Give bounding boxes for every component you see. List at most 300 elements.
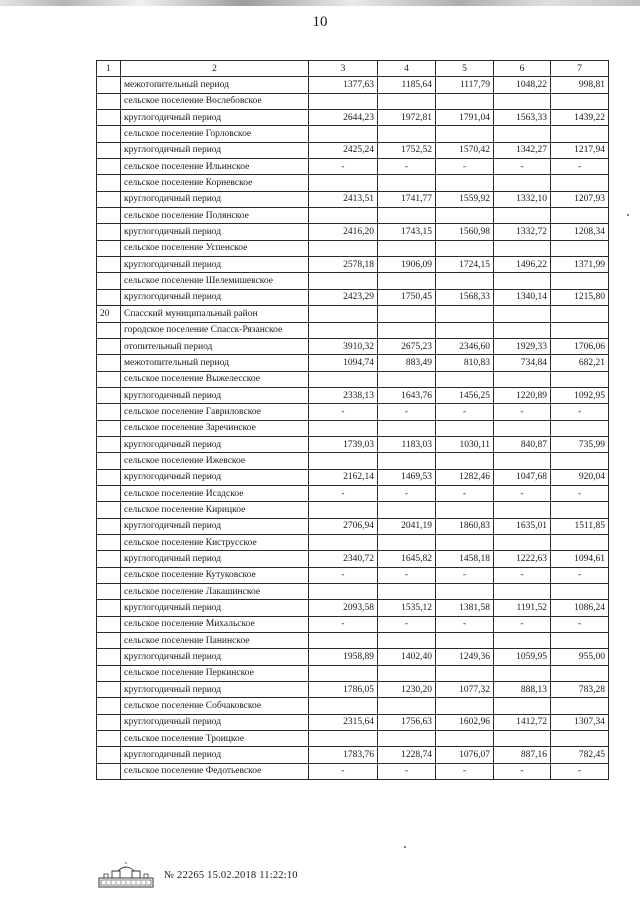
row-index xyxy=(97,682,121,698)
value-cell: - xyxy=(378,159,436,175)
row-label: сельское поселение Михальское xyxy=(121,616,309,632)
row-label: круглогодичный период xyxy=(121,600,309,616)
row-index xyxy=(97,502,121,518)
table-row xyxy=(97,731,609,747)
value-cell: 2413,51 xyxy=(309,191,378,207)
row-index xyxy=(97,273,121,289)
value-cell: 1643,76 xyxy=(378,387,436,403)
value-cell xyxy=(494,453,551,469)
value-cell xyxy=(436,273,494,289)
value-cell: 1215,80 xyxy=(551,289,609,305)
table-row xyxy=(97,633,609,649)
value-cell: 1092,95 xyxy=(551,387,609,403)
row-index xyxy=(97,208,121,224)
table-row xyxy=(97,649,609,665)
value-cell xyxy=(494,306,551,322)
value-cell: 1645,82 xyxy=(378,551,436,567)
row-index xyxy=(97,633,121,649)
value-cell: - xyxy=(494,159,551,175)
value-cell: 1208,34 xyxy=(551,224,609,240)
row-index xyxy=(97,616,121,632)
column-header: 1 xyxy=(97,61,121,77)
value-cell xyxy=(494,420,551,436)
table-row xyxy=(97,175,609,191)
value-cell: 1786,05 xyxy=(309,682,378,698)
value-cell: 1535,12 xyxy=(378,600,436,616)
value-cell: 1906,09 xyxy=(378,257,436,273)
row-index xyxy=(97,763,121,779)
value-cell: 1496,22 xyxy=(494,257,551,273)
value-cell xyxy=(378,534,436,550)
value-cell: - xyxy=(309,567,378,583)
row-index xyxy=(97,387,121,403)
value-cell: 1185,64 xyxy=(378,77,436,93)
row-label: сельское поселение Киструсское xyxy=(121,534,309,550)
table-row xyxy=(97,387,609,403)
table-row xyxy=(97,600,609,616)
value-cell xyxy=(309,240,378,256)
table-row xyxy=(97,714,609,730)
value-cell: 2315,64 xyxy=(309,714,378,730)
value-cell: 1307,34 xyxy=(551,714,609,730)
page-number: 10 xyxy=(312,14,328,30)
value-cell: 782,45 xyxy=(551,747,609,763)
row-label: сельское поселение Кирицкое xyxy=(121,502,309,518)
value-cell xyxy=(494,584,551,600)
value-cell xyxy=(551,502,609,518)
value-cell: - xyxy=(309,159,378,175)
value-cell: 1929,33 xyxy=(494,338,551,354)
value-cell: - xyxy=(494,567,551,583)
column-header: 6 xyxy=(494,61,551,77)
row-index xyxy=(97,567,121,583)
row-index xyxy=(97,93,121,109)
row-label: сельское поселение Собчаковское xyxy=(121,698,309,714)
value-cell: - xyxy=(551,404,609,420)
value-cell: 735,99 xyxy=(551,436,609,452)
value-cell: - xyxy=(309,485,378,501)
value-cell xyxy=(436,502,494,518)
value-cell: - xyxy=(378,616,436,632)
value-cell xyxy=(436,371,494,387)
value-cell xyxy=(551,371,609,387)
value-cell: - xyxy=(436,485,494,501)
value-cell xyxy=(309,306,378,322)
table-row xyxy=(97,355,609,371)
table-row xyxy=(97,485,609,501)
value-cell: 1741,77 xyxy=(378,191,436,207)
row-label: круглогодичный период xyxy=(121,649,309,665)
value-cell xyxy=(378,665,436,681)
value-cell xyxy=(378,731,436,747)
value-cell xyxy=(494,126,551,142)
table-row xyxy=(97,273,609,289)
row-label: круглогодичный период xyxy=(121,142,309,158)
value-cell xyxy=(551,322,609,338)
column-header: 7 xyxy=(551,61,609,77)
table-row xyxy=(97,518,609,534)
table-row xyxy=(97,453,609,469)
table-row xyxy=(97,208,609,224)
value-cell xyxy=(494,208,551,224)
value-cell: 1750,45 xyxy=(378,289,436,305)
scan-speck xyxy=(627,214,629,216)
value-cell: 734,84 xyxy=(494,355,551,371)
scan-edge-artifact xyxy=(0,0,640,6)
value-cell: 2644,23 xyxy=(309,110,378,126)
value-cell: - xyxy=(494,616,551,632)
value-cell xyxy=(551,126,609,142)
value-cell: 1183,03 xyxy=(378,436,436,452)
value-cell: 1412,72 xyxy=(494,714,551,730)
table-row xyxy=(97,436,609,452)
value-cell xyxy=(378,273,436,289)
value-cell xyxy=(551,93,609,109)
value-cell: - xyxy=(378,485,436,501)
value-cell: - xyxy=(436,404,494,420)
row-label: сельское поселение Выжелесское xyxy=(121,371,309,387)
table-row xyxy=(97,371,609,387)
value-cell xyxy=(309,273,378,289)
table-row xyxy=(97,240,609,256)
column-header: 2 xyxy=(121,61,309,77)
value-cell xyxy=(494,698,551,714)
value-cell: 1783,76 xyxy=(309,747,378,763)
table-row xyxy=(97,142,609,158)
value-cell xyxy=(436,420,494,436)
value-cell: 1230,20 xyxy=(378,682,436,698)
value-cell xyxy=(309,371,378,387)
table-row xyxy=(97,289,609,305)
value-cell: 1860,83 xyxy=(436,518,494,534)
value-cell xyxy=(309,534,378,550)
row-index xyxy=(97,698,121,714)
value-cell: - xyxy=(436,616,494,632)
value-cell: 1756,63 xyxy=(378,714,436,730)
row-index xyxy=(97,649,121,665)
table-row xyxy=(97,420,609,436)
row-index xyxy=(97,714,121,730)
value-cell: 1381,58 xyxy=(436,600,494,616)
value-cell: 1030,11 xyxy=(436,436,494,452)
value-cell: 1724,15 xyxy=(436,257,494,273)
row-index xyxy=(97,257,121,273)
value-cell: 1086,24 xyxy=(551,600,609,616)
value-cell xyxy=(551,534,609,550)
row-index xyxy=(97,338,121,354)
value-cell: - xyxy=(551,159,609,175)
row-label: круглогодичный период xyxy=(121,387,309,403)
value-cell: 1332,72 xyxy=(494,224,551,240)
table-row xyxy=(97,257,609,273)
registration-number: № 22265 15.02.2018 11:22:10 xyxy=(164,869,298,881)
value-cell xyxy=(494,175,551,191)
value-cell: 2425,24 xyxy=(309,142,378,158)
value-cell: 2578,18 xyxy=(309,257,378,273)
row-index xyxy=(97,420,121,436)
value-cell: 1282,46 xyxy=(436,469,494,485)
value-cell: 810,83 xyxy=(436,355,494,371)
row-label: Спасский муниципальный район xyxy=(121,306,309,322)
value-cell: 682,21 xyxy=(551,355,609,371)
value-cell xyxy=(551,665,609,681)
table-row xyxy=(97,665,609,681)
value-cell xyxy=(551,731,609,747)
row-index xyxy=(97,371,121,387)
value-cell xyxy=(309,93,378,109)
row-index xyxy=(97,142,121,158)
value-cell: 883,49 xyxy=(378,355,436,371)
table-row xyxy=(97,567,609,583)
value-cell xyxy=(551,208,609,224)
value-cell: 1228,74 xyxy=(378,747,436,763)
value-cell: 1094,61 xyxy=(551,551,609,567)
value-cell: - xyxy=(436,159,494,175)
row-label: межотопительный период xyxy=(121,77,309,93)
row-index xyxy=(97,126,121,142)
value-cell: 888,13 xyxy=(494,682,551,698)
value-cell xyxy=(436,731,494,747)
value-cell: - xyxy=(494,404,551,420)
value-cell: 955,00 xyxy=(551,649,609,665)
row-label: сельское поселение Исадское xyxy=(121,485,309,501)
value-cell xyxy=(494,322,551,338)
value-cell: 2041,19 xyxy=(378,518,436,534)
table-row xyxy=(97,763,609,779)
value-cell xyxy=(551,240,609,256)
row-index xyxy=(97,404,121,420)
row-index xyxy=(97,240,121,256)
value-cell xyxy=(378,633,436,649)
value-cell xyxy=(436,665,494,681)
value-cell xyxy=(494,273,551,289)
tariff-table xyxy=(96,60,609,780)
value-cell: - xyxy=(551,763,609,779)
table-row xyxy=(97,159,609,175)
value-cell xyxy=(309,453,378,469)
table-row xyxy=(97,534,609,550)
value-cell xyxy=(378,371,436,387)
row-label: круглогодичный период xyxy=(121,289,309,305)
row-index xyxy=(97,224,121,240)
value-cell xyxy=(494,665,551,681)
row-label: сельское поселение Шелемишевское xyxy=(121,273,309,289)
row-label: сельское поселение Ильинское xyxy=(121,159,309,175)
value-cell: 1222,63 xyxy=(494,551,551,567)
table-row xyxy=(97,584,609,600)
row-index xyxy=(97,175,121,191)
value-cell xyxy=(551,584,609,600)
value-cell: 2706,94 xyxy=(309,518,378,534)
table-row xyxy=(97,502,609,518)
value-cell: - xyxy=(378,404,436,420)
value-cell xyxy=(309,633,378,649)
value-cell xyxy=(551,633,609,649)
table-row xyxy=(97,338,609,354)
value-cell xyxy=(378,240,436,256)
row-label: сельское поселение Панинское xyxy=(121,633,309,649)
value-cell: 2416,20 xyxy=(309,224,378,240)
row-index xyxy=(97,469,121,485)
row-label: сельское поселение Корневское xyxy=(121,175,309,191)
row-index xyxy=(97,436,121,452)
table-header xyxy=(97,61,609,77)
value-cell: 1739,03 xyxy=(309,436,378,452)
value-cell: 1469,53 xyxy=(378,469,436,485)
value-cell xyxy=(551,698,609,714)
value-cell: 1220,89 xyxy=(494,387,551,403)
value-cell: 1563,33 xyxy=(494,110,551,126)
value-cell xyxy=(378,453,436,469)
value-cell: 887,16 xyxy=(494,747,551,763)
scan-speck xyxy=(404,846,406,848)
value-cell xyxy=(551,420,609,436)
value-cell: 1217,94 xyxy=(551,142,609,158)
value-cell xyxy=(551,306,609,322)
row-label: сельское поселение Полянское xyxy=(121,208,309,224)
value-cell xyxy=(309,584,378,600)
row-index xyxy=(97,584,121,600)
value-cell: 1439,22 xyxy=(551,110,609,126)
value-cell xyxy=(309,208,378,224)
row-index xyxy=(97,731,121,747)
value-cell: 1972,81 xyxy=(378,110,436,126)
value-cell xyxy=(436,584,494,600)
row-index xyxy=(97,600,121,616)
value-cell: 1559,92 xyxy=(436,191,494,207)
value-cell: - xyxy=(436,763,494,779)
value-cell: 840,87 xyxy=(494,436,551,452)
row-index xyxy=(97,534,121,550)
row-index xyxy=(97,77,121,93)
value-cell: 1340,14 xyxy=(494,289,551,305)
row-label: сельское поселение Гавриловское xyxy=(121,404,309,420)
row-index xyxy=(97,453,121,469)
row-index xyxy=(97,322,121,338)
value-cell: 1207,93 xyxy=(551,191,609,207)
row-label: городское поселение Спасск-Рязанское xyxy=(121,322,309,338)
row-index xyxy=(97,289,121,305)
row-label: сельское поселение Ижевское xyxy=(121,453,309,469)
value-cell xyxy=(436,698,494,714)
value-cell: 1752,52 xyxy=(378,142,436,158)
table-row xyxy=(97,616,609,632)
row-label: круглогодичный период xyxy=(121,747,309,763)
table-row xyxy=(97,93,609,109)
value-cell xyxy=(436,93,494,109)
row-index: 20 xyxy=(97,306,121,322)
row-label: круглогодичный период xyxy=(121,469,309,485)
value-cell: - xyxy=(309,616,378,632)
value-cell xyxy=(436,534,494,550)
row-label: сельское поселение Успенское xyxy=(121,240,309,256)
value-cell: - xyxy=(436,567,494,583)
value-cell: 1511,85 xyxy=(551,518,609,534)
row-label: межотопительный период xyxy=(121,355,309,371)
table-row xyxy=(97,322,609,338)
value-cell xyxy=(378,93,436,109)
value-cell xyxy=(551,453,609,469)
value-cell xyxy=(494,93,551,109)
table-body xyxy=(97,77,609,780)
value-cell: 3910,32 xyxy=(309,338,378,354)
value-cell: - xyxy=(551,485,609,501)
value-cell: 1456,25 xyxy=(436,387,494,403)
row-label: круглогодичный период xyxy=(121,191,309,207)
value-cell: 1602,96 xyxy=(436,714,494,730)
value-cell: 1059,95 xyxy=(494,649,551,665)
row-label: круглогодичный период xyxy=(121,436,309,452)
value-cell: 1377,63 xyxy=(309,77,378,93)
row-index xyxy=(97,485,121,501)
value-cell xyxy=(378,322,436,338)
value-cell xyxy=(436,322,494,338)
value-cell xyxy=(309,322,378,338)
table-row xyxy=(97,110,609,126)
value-cell: 2093,58 xyxy=(309,600,378,616)
value-cell xyxy=(309,420,378,436)
row-label: круглогодичный период xyxy=(121,224,309,240)
row-label: сельское поселение Лакашинское xyxy=(121,584,309,600)
value-cell xyxy=(378,175,436,191)
row-label: сельское поселение Горловское xyxy=(121,126,309,142)
row-label: круглогодичный период xyxy=(121,110,309,126)
row-label: сельское поселение Кутуковское xyxy=(121,567,309,583)
value-cell: 2338,13 xyxy=(309,387,378,403)
row-index xyxy=(97,159,121,175)
value-cell xyxy=(494,240,551,256)
value-cell: 1371,99 xyxy=(551,257,609,273)
value-cell xyxy=(309,175,378,191)
table-row xyxy=(97,469,609,485)
value-cell xyxy=(436,240,494,256)
table-row xyxy=(97,404,609,420)
value-cell: - xyxy=(551,616,609,632)
value-cell: 1094,74 xyxy=(309,355,378,371)
value-cell: - xyxy=(309,404,378,420)
row-label: сельское поселение Заречинское xyxy=(121,420,309,436)
value-cell: 1743,15 xyxy=(378,224,436,240)
value-cell: 1568,33 xyxy=(436,289,494,305)
value-cell: 2162,14 xyxy=(309,469,378,485)
row-label: сельское поселение Вослебовское xyxy=(121,93,309,109)
value-cell: - xyxy=(494,485,551,501)
row-index xyxy=(97,747,121,763)
value-cell: 1047,68 xyxy=(494,469,551,485)
row-index xyxy=(97,551,121,567)
value-cell xyxy=(378,420,436,436)
value-cell xyxy=(494,502,551,518)
value-cell xyxy=(378,126,436,142)
value-cell: 1076,07 xyxy=(436,747,494,763)
value-cell: 1570,42 xyxy=(436,142,494,158)
value-cell xyxy=(309,665,378,681)
value-cell xyxy=(378,502,436,518)
value-cell xyxy=(378,208,436,224)
value-cell: 1048,22 xyxy=(494,77,551,93)
value-cell: 920,04 xyxy=(551,469,609,485)
value-cell xyxy=(436,175,494,191)
row-label: сельское поселение Перкинское xyxy=(121,665,309,681)
column-header: 5 xyxy=(436,61,494,77)
value-cell xyxy=(436,126,494,142)
row-index xyxy=(97,518,121,534)
table-row xyxy=(97,682,609,698)
value-cell: 1402,40 xyxy=(378,649,436,665)
table-row xyxy=(97,77,609,93)
value-cell: 2340,72 xyxy=(309,551,378,567)
value-cell xyxy=(494,534,551,550)
